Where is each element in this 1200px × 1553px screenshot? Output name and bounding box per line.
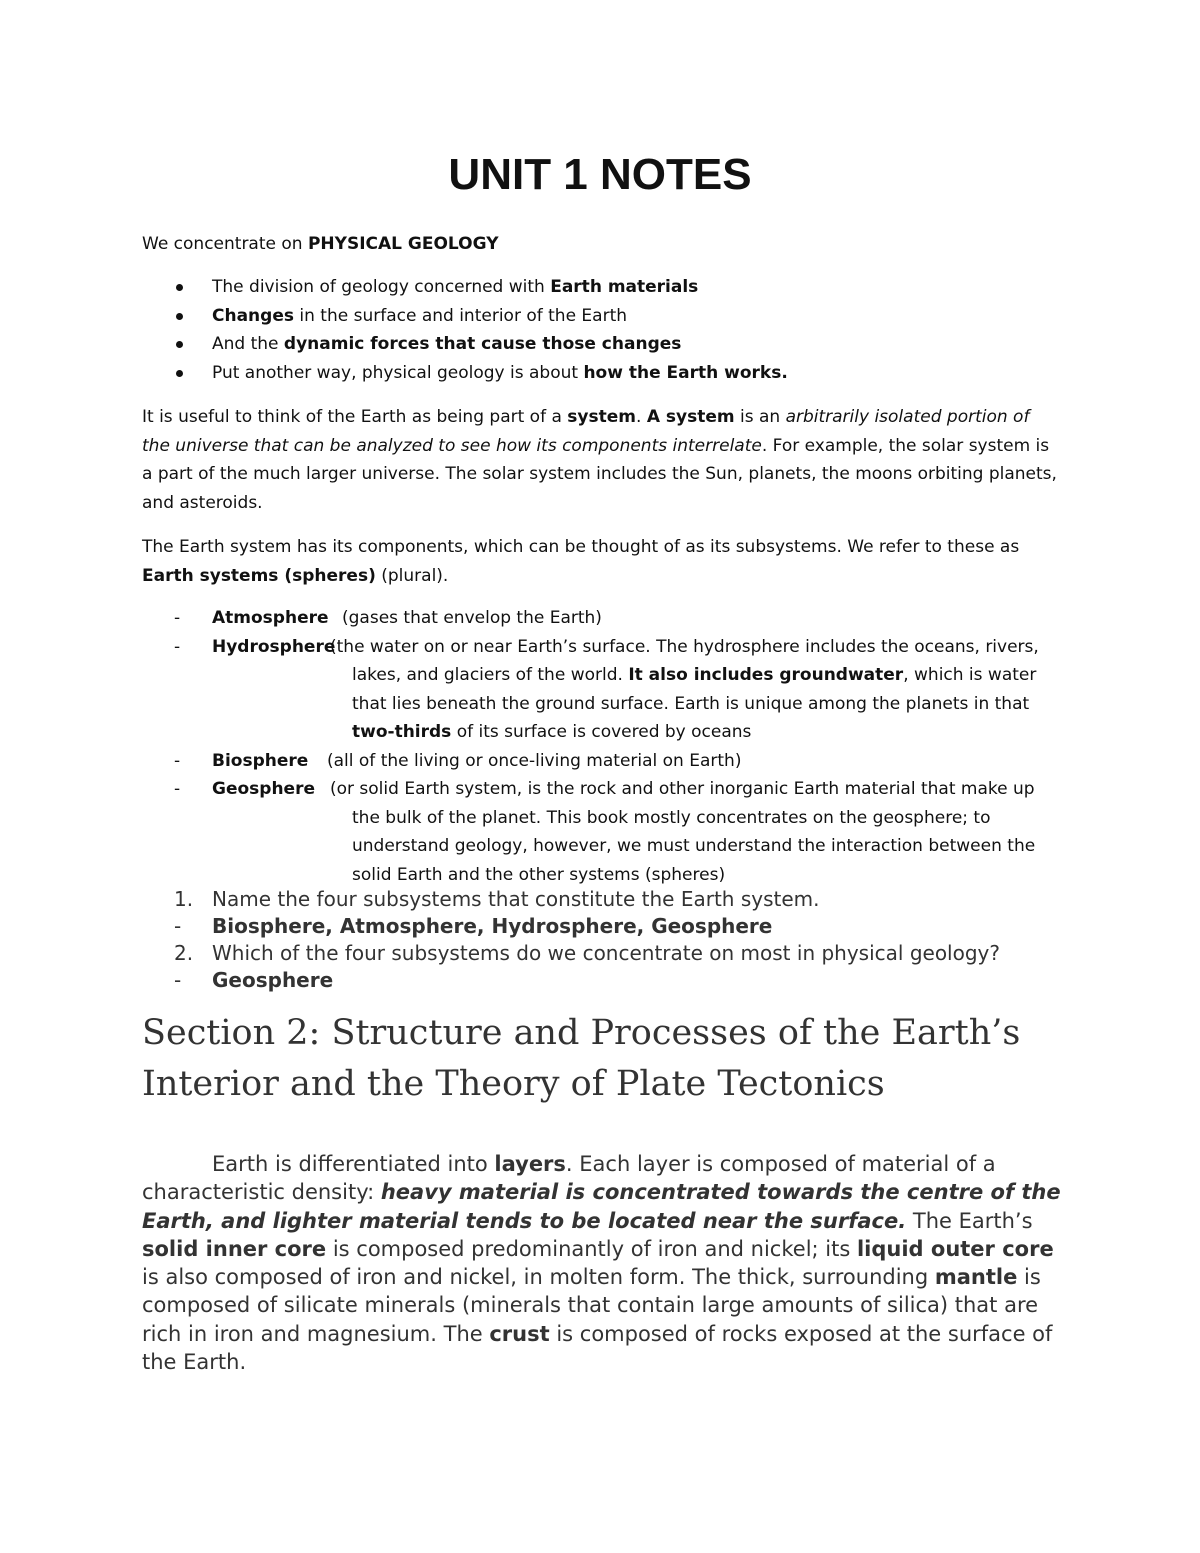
sphere-desc: (all of the living or once-living material on Earth)	[327, 750, 742, 771]
para-bold: Earth systems (spheres)	[142, 565, 376, 586]
list-item	[142, 633, 1062, 747]
para-text: , which is water that lies beneath the ground surface. Earth is unique among the planets in that	[352, 665, 1037, 714]
list-item	[142, 273, 1062, 302]
earth-system-paragraph	[142, 533, 1062, 590]
list-item	[142, 886, 1062, 913]
para-bold: system	[567, 407, 636, 427]
page-title: UNIT 1 NOTES	[448, 150, 752, 199]
sphere-desc: (or solid Earth system, is the rock and other inorganic Earth material that make up	[330, 779, 1035, 799]
para-bold: crust	[489, 1321, 550, 1346]
list-item	[142, 302, 1062, 331]
para-text: It is useful to think of the Earth as being part of a	[142, 407, 568, 427]
sphere-label: Geosphere	[212, 779, 315, 799]
bullet-text: Put another way, physical geology is about	[212, 362, 584, 383]
sphere-desc-cont	[142, 661, 1052, 747]
para-bold: It also includes groundwater	[628, 665, 904, 685]
sphere-label: Atmosphere	[212, 608, 329, 628]
para-text: . Each layer is composed of material of a characteristic density:	[142, 1152, 996, 1205]
list-item	[142, 913, 1062, 940]
para-text: lakes, and glaciers of the world.	[352, 665, 629, 685]
list-item	[142, 967, 1062, 994]
list-marker: -	[174, 914, 182, 938]
para-text: (plural).	[375, 565, 449, 586]
system-paragraph	[142, 403, 1062, 517]
para-text: The Earth system has its components, which can be thought of as its subsystems. We refer to these as	[142, 537, 1020, 557]
spheres-list	[142, 604, 1062, 889]
sphere-label: Hydrosphere	[212, 636, 336, 657]
list-item	[142, 940, 1062, 967]
intro-bold: PHYSICAL GEOLOGY	[307, 234, 499, 254]
dash-marker: -	[174, 779, 181, 799]
para-text: . For example, the solar system is a part of the much larger universe. The solar system includes the Sun, planets, the moons orbiting planets, and asteroids.	[142, 435, 1057, 513]
dash-marker: -	[174, 750, 181, 771]
bullet-bold: Earth materials	[550, 277, 699, 297]
para-text: is composed predominantly of iron and nickel; its	[326, 1236, 857, 1261]
bullet-icon	[176, 313, 183, 320]
bullet-icon	[176, 370, 183, 377]
list-item	[142, 775, 1062, 889]
intro-line	[142, 230, 1062, 259]
para-text: The Earth’s	[906, 1208, 1033, 1233]
question-text: Name the four subsystems that constitute the Earth system.	[212, 887, 820, 911]
para-text: of its surface is covered by oceans	[451, 722, 752, 742]
para-bold: solid inner core	[142, 1236, 327, 1261]
bullet-bold: Changes	[212, 305, 294, 326]
list-item	[142, 359, 1062, 388]
bullet-bold: dynamic forces that cause those changes	[283, 334, 682, 354]
para-bold: two-thirds	[352, 722, 452, 742]
question-text: Which of the four subsystems do we concentrate on most in physical geology?	[212, 941, 1000, 965]
para-bold: layers	[494, 1152, 566, 1176]
para-bold: mantle	[934, 1265, 1018, 1290]
para-text: is composed of silicate minerals (minerals that contain large amounts of silica) that are rich in iron and magnesium. The	[142, 1265, 1041, 1346]
questions-list	[142, 886, 1062, 994]
para-bold: A system	[646, 407, 735, 427]
sphere-desc: (the water on or near Earth’s surface. The hydrosphere includes the oceans, rivers,	[330, 636, 1039, 657]
sphere-desc-cont: the bulk of the planet. This book mostly concentrates on the geosphere; to understand geology, however, we must understand the interaction between the solid Earth and the other systems (spheres)	[352, 807, 1036, 885]
para-text: .	[636, 407, 647, 427]
para-text: Earth is differentiated into	[212, 1152, 495, 1176]
bullet-text: in the surface and interior of the Earth	[293, 305, 628, 326]
list-marker: 1.	[174, 887, 194, 911]
sphere-label: Biosphere	[212, 750, 309, 771]
para-bold: liquid outer core	[856, 1236, 1054, 1261]
answer-text: Biosphere, Atmosphere, Hydrosphere, Geosphere	[212, 914, 773, 938]
bullet-icon	[176, 284, 183, 291]
bullet-bold: how the Earth works.	[583, 362, 788, 383]
para-bold-italic: heavy material is concentrated towards the centre of the Earth, and lighter material tends to be located near the surface.	[142, 1180, 1061, 1233]
list-item	[142, 604, 1062, 633]
intro-text: We concentrate on	[142, 234, 308, 254]
section-paragraph	[142, 1150, 1072, 1376]
dash-marker: -	[174, 608, 181, 628]
list-item	[142, 747, 1062, 776]
bullet-icon	[176, 341, 183, 348]
bullet-text: And the	[212, 334, 284, 354]
list-item	[142, 330, 1062, 359]
bullet-list	[142, 273, 1062, 387]
list-marker: -	[174, 968, 182, 992]
dash-marker: -	[174, 636, 181, 657]
bullet-text: The division of geology concerned with	[212, 277, 551, 297]
list-marker: 2.	[174, 941, 194, 965]
para-text: is an	[734, 407, 786, 427]
para-text: is composed of rocks exposed at the surface of the Earth.	[142, 1321, 1053, 1375]
para-italic: arbitrarily isolated portion of the universe that can be analyzed to see how its components interrelate	[142, 407, 1030, 456]
para-text: is also composed of iron and nickel, in molten form. The thick, surrounding	[142, 1265, 935, 1290]
sphere-desc: (gases that envelop the Earth)	[342, 608, 602, 628]
section-heading: Section 2: Structure and Processes of the Earth’s Interior and the Theory of Plate Tectonics	[142, 1013, 1021, 1104]
answer-text: Geosphere	[212, 968, 334, 992]
